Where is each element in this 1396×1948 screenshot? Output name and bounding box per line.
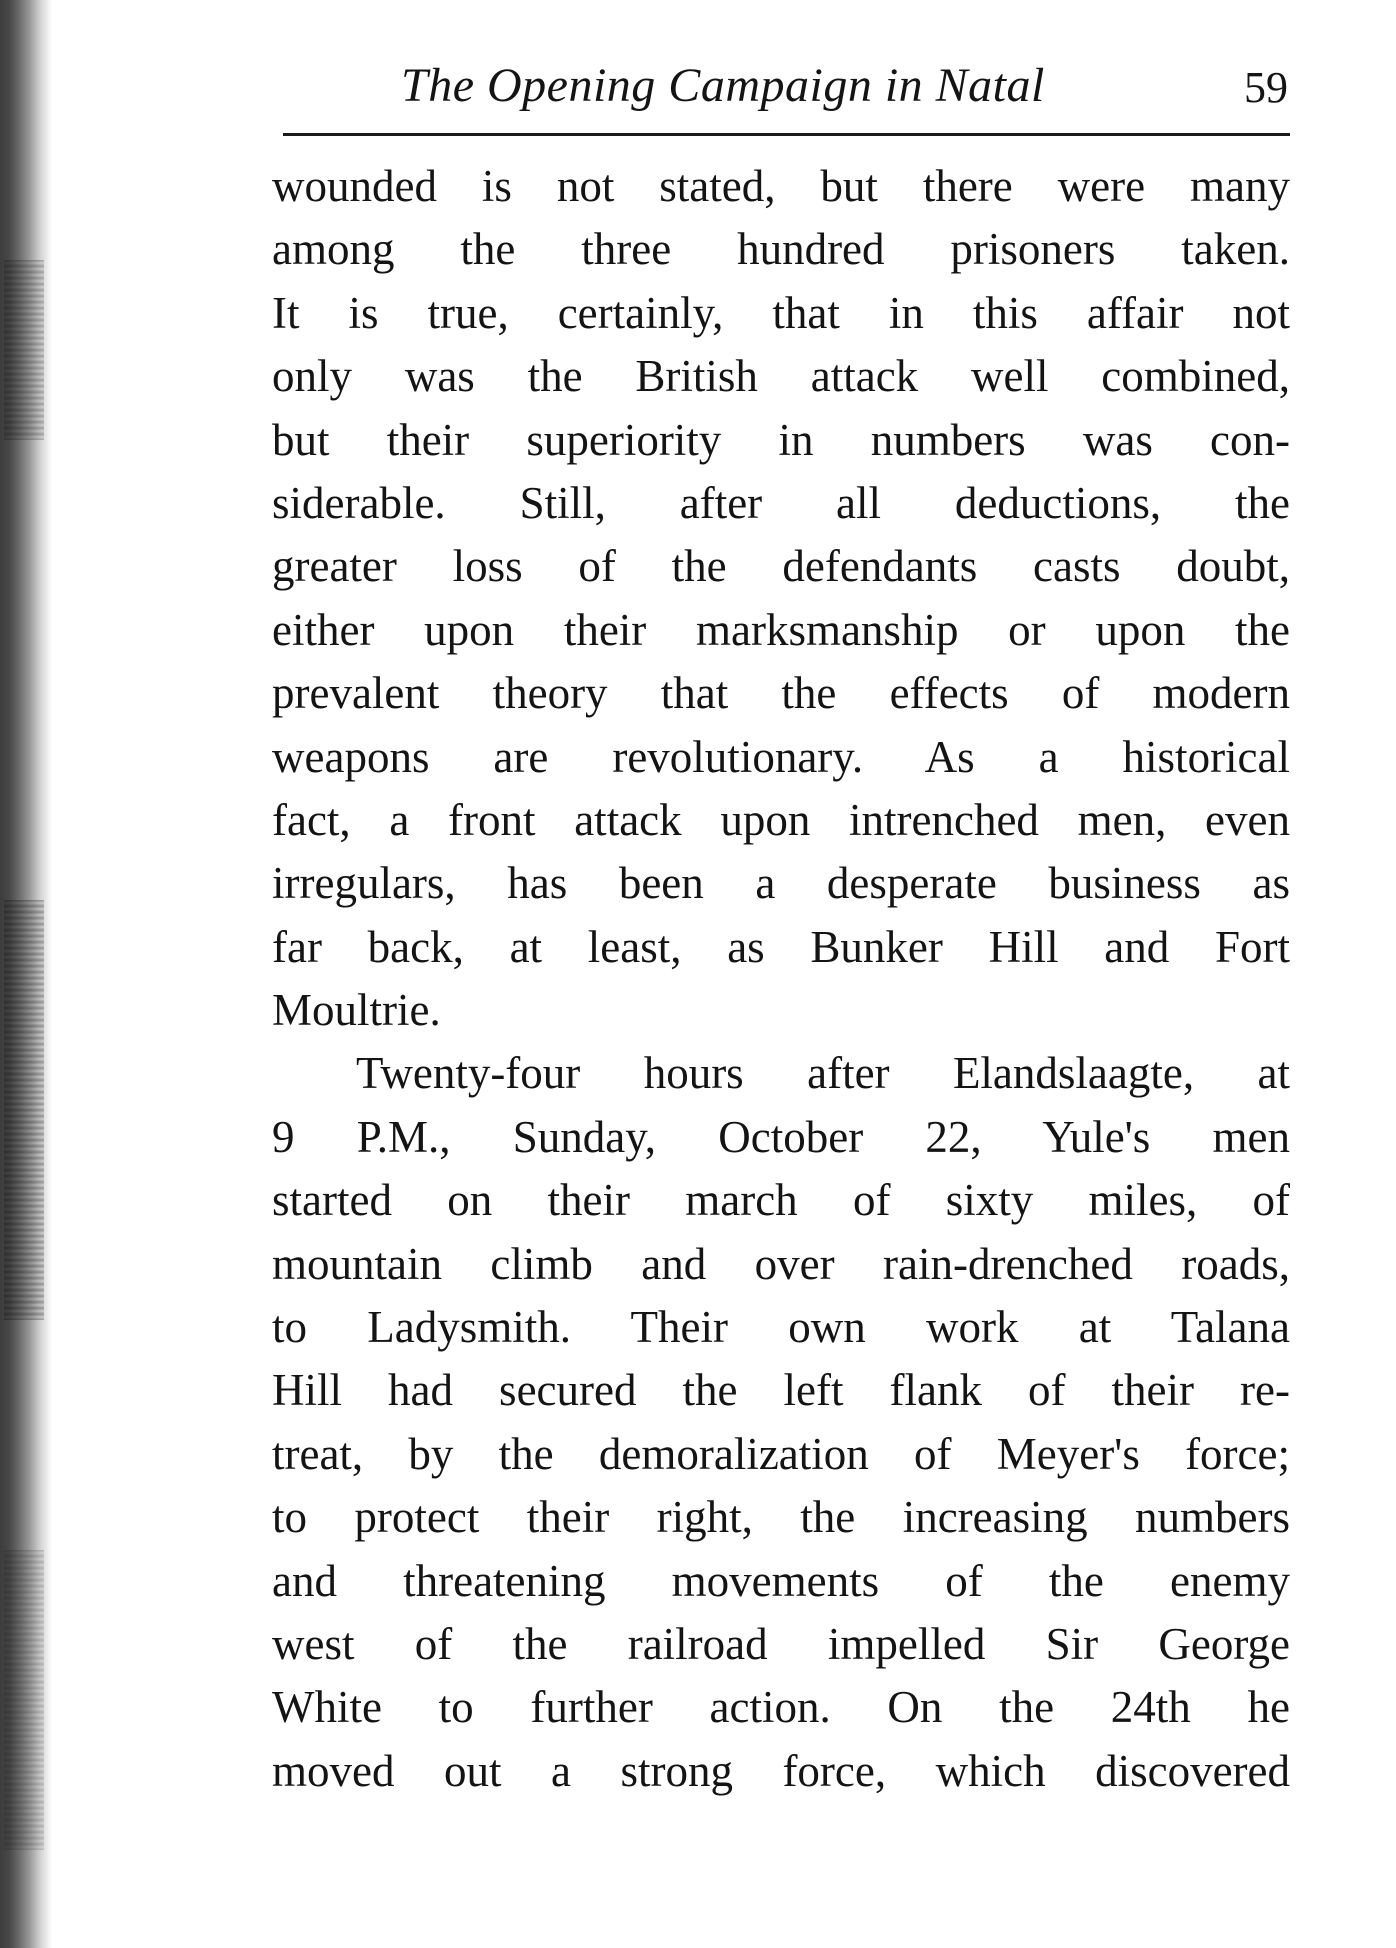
- text-line: Hill had secured the left flank of their re-: [272, 1365, 1290, 1416]
- text-line: among the three hundred prisoners taken.: [272, 224, 1290, 275]
- text-line: prevalent theory that the effects of modern: [272, 668, 1290, 719]
- text-line: only was the British attack well combined,: [272, 351, 1290, 402]
- text-line: either upon their marksmanship or upon the: [272, 604, 1290, 655]
- page-header: [283, 52, 1290, 138]
- text-line: and threatening movements of the enemy: [272, 1555, 1290, 1606]
- text-line: to protect their right, the increasing numbers: [272, 1492, 1290, 1543]
- text-line: mountain climb and over rain-drenched roads,: [272, 1238, 1290, 1289]
- body-text: [272, 155, 1290, 1803]
- text-line: greater loss of the defendants casts doubt,: [272, 541, 1290, 592]
- text-line: fact, a front attack upon intrenched men, even: [272, 794, 1290, 845]
- text-line: moved out a strong force, which discovered: [272, 1745, 1290, 1796]
- header-rule: [283, 133, 1290, 136]
- text-line: west of the railroad impelled Sir George: [272, 1618, 1290, 1669]
- binding-scan-noise: [4, 1550, 44, 1850]
- text-line: far back, at least, as Bunker Hill and Fort: [272, 921, 1290, 972]
- text-line: weapons are revolutionary. As a historical: [272, 731, 1290, 782]
- text-line: Moultrie.: [272, 985, 441, 1036]
- binding-scan-noise: [4, 260, 44, 440]
- text-line: White to further action. On the 24th he: [272, 1682, 1290, 1733]
- text-line: siderable. Still, after all deductions, the: [272, 477, 1290, 528]
- text-line: wounded is not stated, but there were many: [272, 161, 1290, 211]
- binding-scan-noise: [4, 900, 44, 1320]
- text-line: 9 P.M., Sunday, October 22, Yule's men: [272, 1111, 1290, 1162]
- text-line: irregulars, has been a desperate business as: [272, 858, 1290, 909]
- running-title: The Opening Campaign in Natal: [401, 59, 1045, 112]
- text-line: It is true, certainly, that in this affair not: [272, 287, 1290, 338]
- paragraph: [272, 155, 1290, 1042]
- text-line: Twenty-four hours after Elandslaagte, at: [356, 1048, 1290, 1099]
- text-line: treat, by the demoralization of Meyer's force;: [272, 1428, 1290, 1479]
- page-number: 59: [1244, 63, 1288, 112]
- paragraph: [272, 1042, 1290, 1803]
- text-line: started on their march of sixty miles, of: [272, 1175, 1290, 1226]
- text-line: but their superiority in numbers was con-: [272, 414, 1290, 465]
- text-line: to Ladysmith. Their own work at Talana: [272, 1302, 1290, 1353]
